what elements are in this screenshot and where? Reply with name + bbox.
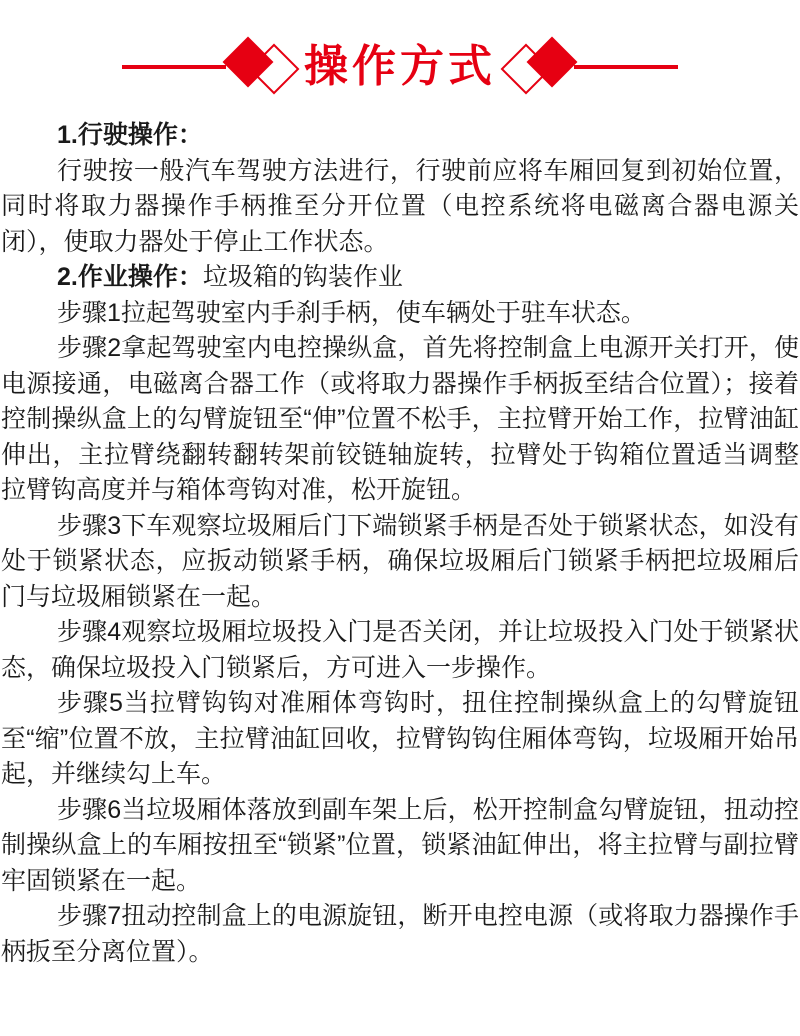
diamond-ornament-right xyxy=(504,36,574,98)
paragraph-step-5: 步骤5当拉臂钩钩对准厢体弯钩时，扭住控制操纵盒上的勾臂旋钮至“缩”位置不放，主拉臂油缸回收，拉臂钩钩住厢体弯钩，垃圾厢开始吊起，并继续勾上车。 xyxy=(1,689,799,788)
header-rule-left xyxy=(122,65,226,69)
header-rule-right xyxy=(574,65,678,69)
instructions-document xyxy=(0,36,800,1036)
paragraph-step-2: 步骤2拿起驾驶室内电控操纵盒，首先将控制盒上电源开关打开，使电源接通，电磁离合器工作（或将取力器操作手柄扳至结合位置）；接着控制操纵盒上的勾臂旋钮至“伸”位置不松手，主拉臂开始工作，拉臂油缸伸出，主拉臂绕翻转翻转架前铰链轴旋转，拉臂处于钩箱位置适当调整拉臂钩高度并与箱体弯钩对准，松开旋钮。 xyxy=(1,334,799,504)
document-body xyxy=(0,118,800,970)
paragraph-step-4: 步骤4观察垃圾厢垃圾投入门是否关闭，并让垃圾投入门处于锁紧状态，确保垃圾投入门锁紧后，方可进入一步操作。 xyxy=(1,618,799,682)
diamond-ornament-left xyxy=(226,36,296,98)
paragraph-step-6: 步骤6当垃圾厢体落放到副车架上后，松开控制盒勾臂旋钮，扭动控制操纵盒上的车厢按扭至“锁紧”位置，锁紧油缸伸出，将主拉臂与副拉臂牢固锁紧在一起。 xyxy=(1,795,799,895)
heading-driving-operation: 1.行驶操作： xyxy=(57,121,203,149)
paragraph-step-1: 步骤1拉起驾驶室内手刹手柄，使车辆处于驻车状态。 xyxy=(57,298,646,327)
paragraph-step-7: 步骤7扭动控制盒上的电源旋钮，断开电控电源（或将取力器操作手柄扳至分离位置）。 xyxy=(1,902,799,966)
heading-work-operation: 2.作业操作：垃圾箱的钩装作业 xyxy=(57,263,403,291)
page-title: 操作方式 xyxy=(304,42,496,91)
paragraph-step-3: 步骤3下车观察垃圾厢后门下端锁紧手柄是否处于锁紧状态，如没有处于锁紧状态，应扳动锁紧手柄，确保垃圾厢后门锁紧手柄把垃圾厢后门与垃圾厢锁紧在一起。 xyxy=(1,511,799,611)
paragraph-driving-operation: 行驶按一般汽车驾驶方法进行，行驶前应将车厢回复到初始位置，同时将取力器操作手柄推至分开位置（电控系统将电磁离合器电源关闭），使取力器处于停止工作状态。 xyxy=(1,156,799,256)
section-header xyxy=(0,36,800,98)
